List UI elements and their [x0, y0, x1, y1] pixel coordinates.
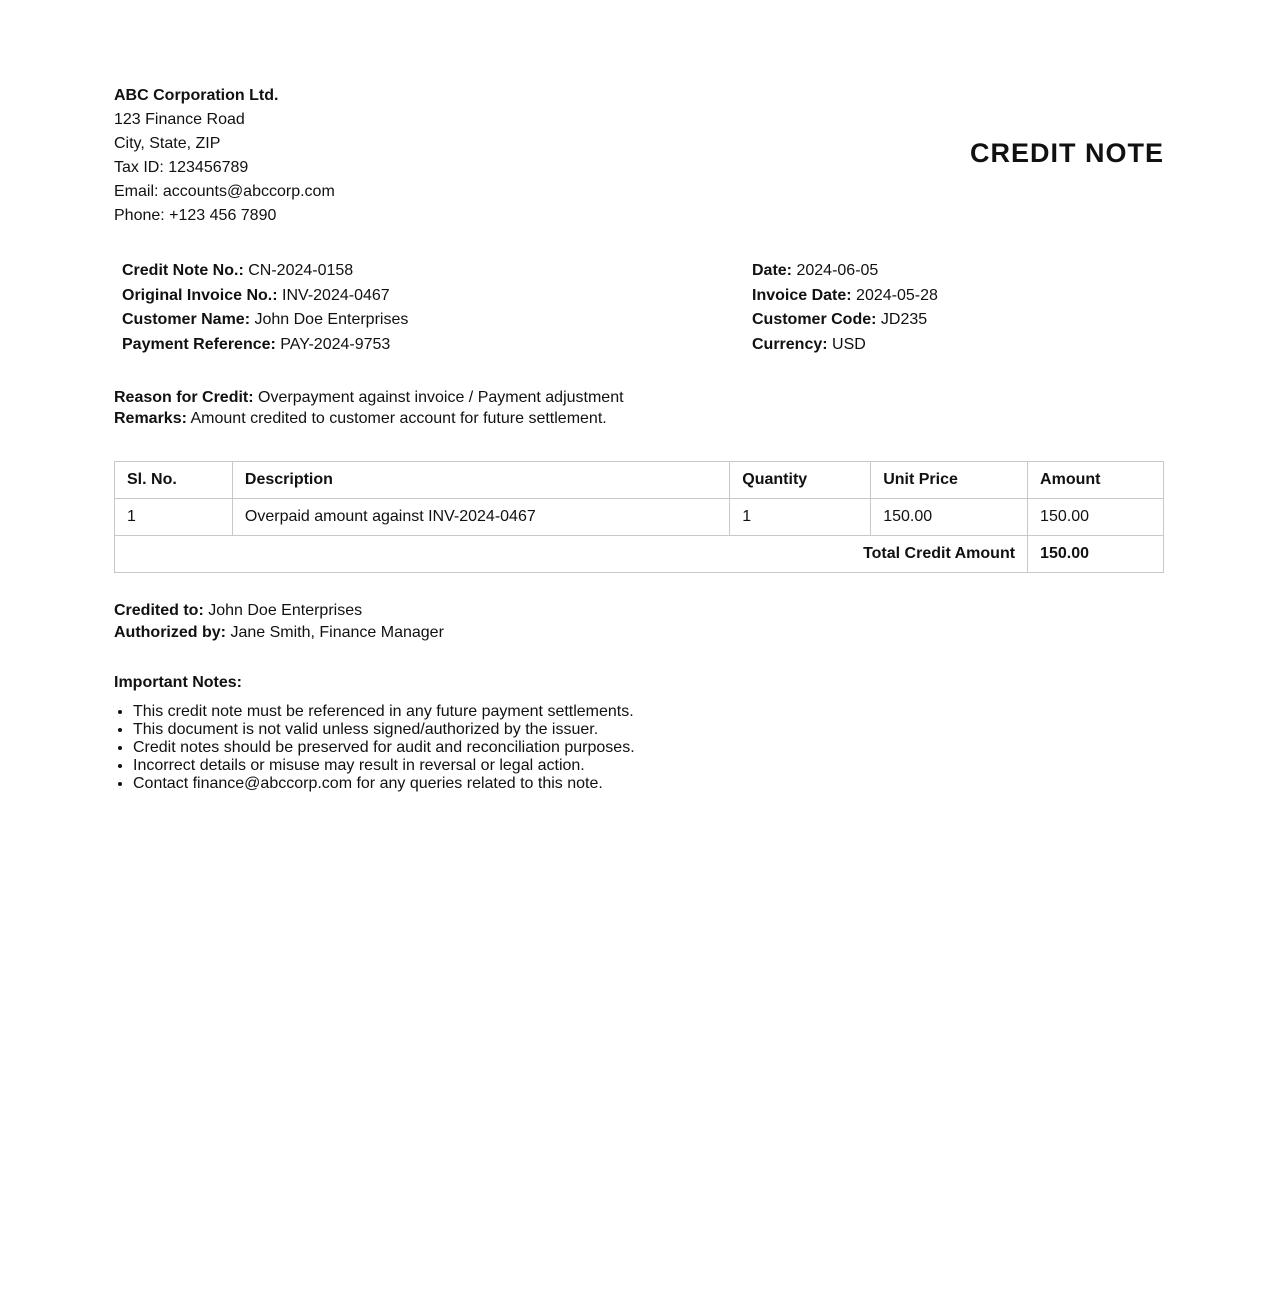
meta-label: Payment Reference:	[122, 335, 276, 353]
meta-value: 2024-06-05	[796, 262, 879, 279]
meta-label: Credit Note No.:	[122, 262, 244, 279]
cell-amount: 150.00	[1028, 499, 1164, 536]
reason-label: Reason for Credit:	[114, 389, 254, 406]
meta-label: Customer Name:	[122, 311, 251, 328]
authorized-by	[114, 622, 444, 644]
meta-value: 2024-05-28	[856, 286, 938, 304]
list-item: • Contact finance@abccorp.com for any queries related to this note.	[133, 775, 635, 793]
meta-customer-name	[122, 308, 408, 333]
header-sl-no: Sl. No.	[115, 462, 233, 499]
reason-value: Overpayment against invoice / Payment adjustment	[258, 389, 624, 406]
remarks-value: Amount credited to customer account for future settlement.	[190, 410, 607, 427]
meta-left-block	[122, 259, 408, 357]
meta-value: USD	[832, 335, 866, 353]
meta-label: Currency:	[752, 335, 828, 353]
cell-unit-price: 150.00	[871, 499, 1028, 536]
important-notes-title: Important Notes:	[114, 674, 242, 691]
company-email: Email: accounts@abccorp.com	[114, 183, 335, 200]
list-item: • Credit notes should be preserved for audit and reconciliation purposes.	[133, 739, 635, 757]
meta-value: JD235	[880, 311, 928, 328]
meta-original-invoice-no	[122, 284, 408, 309]
company-block	[114, 84, 335, 228]
cell-sl-no: 1	[115, 499, 233, 536]
credited-to-value: John Doe Enterprises	[208, 602, 363, 619]
meta-credit-note-no	[122, 259, 408, 284]
meta-currency	[752, 333, 938, 358]
authorized-by-label: Authorized by:	[114, 624, 226, 641]
meta-value: PAY-2024-9753	[280, 335, 391, 353]
meta-label: Date:	[752, 262, 793, 279]
total-credit-label: Total Credit Amount	[115, 536, 1028, 573]
list-item: • This document is not valid unless signed/authorized by the issuer.	[133, 721, 635, 739]
document-title: CREDIT NOTE	[969, 138, 1164, 168]
header-description: Description	[232, 462, 729, 499]
credited-to	[114, 600, 444, 622]
meta-date	[752, 259, 938, 284]
company-address-line2: City, State, ZIP	[114, 135, 221, 152]
meta-label: Invoice Date:	[752, 286, 852, 304]
credited-to-label: Credited to:	[114, 602, 204, 619]
meta-value: CN-2024-0158	[248, 262, 354, 279]
meta-payment-reference	[122, 333, 408, 358]
table-header-row	[115, 462, 1164, 499]
meta-customer-code	[752, 308, 938, 333]
list-item: • Incorrect details or misuse may result in reversal or legal action.	[133, 757, 635, 775]
list-item: • This credit note must be referenced in any future payment settlements.	[133, 703, 635, 721]
total-row	[115, 536, 1164, 573]
cell-quantity: 1	[730, 499, 871, 536]
remarks	[114, 408, 624, 429]
reason-block	[114, 387, 624, 429]
company-address-line1: 123 Finance Road	[114, 111, 245, 128]
important-notes-list	[114, 703, 635, 793]
meta-value: John Doe Enterprises	[254, 311, 409, 328]
meta-invoice-date	[752, 284, 938, 309]
company-tax-id: Tax ID: 123456789	[114, 159, 249, 176]
meta-label: Customer Code:	[752, 311, 877, 328]
reason-for-credit	[114, 387, 624, 408]
table-row	[115, 499, 1164, 536]
credit-details-block	[114, 600, 444, 644]
company-phone: Phone: +123 456 7890	[114, 207, 277, 224]
remarks-label: Remarks:	[114, 410, 187, 427]
header-quantity: Quantity	[730, 462, 871, 499]
meta-value: INV-2024-0467	[282, 286, 390, 304]
line-items-table	[114, 461, 1164, 573]
header-unit-price: Unit Price	[871, 462, 1028, 499]
meta-right-block	[752, 259, 938, 357]
meta-label: Original Invoice No.:	[122, 286, 278, 304]
header-amount: Amount	[1028, 462, 1164, 499]
authorized-by-value: Jane Smith, Finance Manager	[230, 624, 444, 641]
company-name: ABC Corporation Ltd.	[114, 87, 279, 104]
cell-description: Overpaid amount against INV-2024-0467	[232, 499, 729, 536]
total-credit-value: 150.00	[1028, 536, 1164, 573]
